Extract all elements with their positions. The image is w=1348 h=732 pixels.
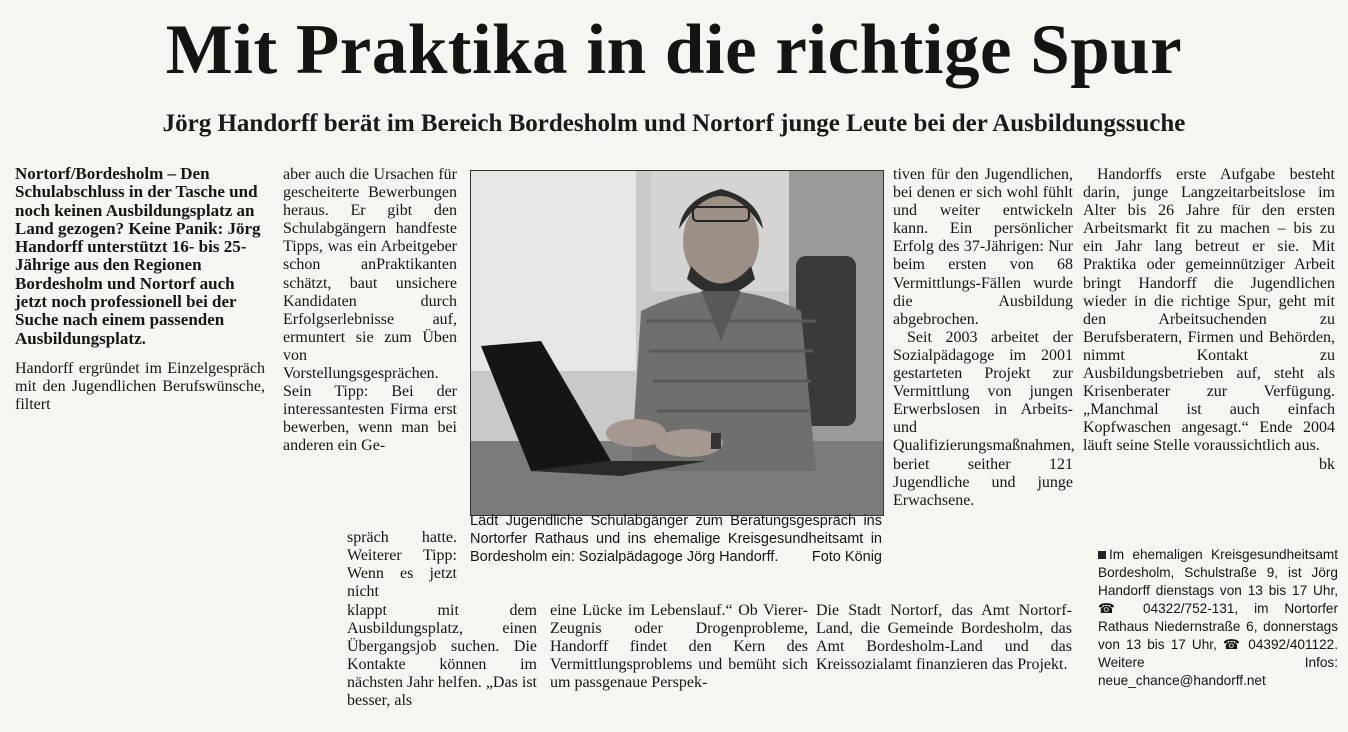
bullet-square-icon	[1098, 551, 1106, 559]
body-paragraph: eine Lücke im Lebenslauf.“ Ob Vierer-Zeugnis oder Drogenprobleme, Handorff findet den Kern des Vermittlungsproblems und bemüht sich um passgenaue Perspek-	[550, 602, 808, 692]
caption-text: Lädt Jugendliche Schulabgänger zum Beratungsgespräch ins Nortorfer Rathaus und ins ehemalige Kreisgesundheitsamt in Bordesholm ein: Sozialpädagoge Jörg Handorff.	[470, 513, 882, 565]
photo-credit: Foto König	[811, 549, 882, 565]
article-column-5	[1083, 166, 1335, 474]
subheadline: Jörg Handorff berät im Bereich Bordesholm und Nortorf junge Leute bei der Ausbildungssuche	[162, 110, 1186, 137]
author-initials: bk	[1319, 455, 1335, 473]
contact-info-text: Im ehemaligen Kreisgesundheitsamt Bordesholm, Schulstraße 9, ist Jörg Handorff dienstags von 13 bis 17 Uhr, ☎ 04322/752-131, im Nortorfer Rathaus Niedernstraße 6, donnerstags von 13 bis 17 Uhr, ☎ 04392/401122. Weitere Infos: neue_chance@handorff.net	[1098, 547, 1338, 688]
body-paragraph: Die Stadt Nortorf, das Amt Nortorf-Land, die Gemeinde Bordesholm, das Amt Bordesholm-Land und das Kreissozialamt finanzieren das Projekt.	[816, 602, 1072, 674]
body-paragraph: Handorff ergründet im Einzelgespräch mit den Jugendlichen Berufswünsche, filtert	[15, 359, 265, 414]
photo-caption	[470, 512, 882, 566]
photo-illustration	[471, 171, 883, 515]
body-paragraph: aber auch die Ursachen für gescheiterte Bewerbungen heraus. Er gibt den Schulabgängern handfeste Tipps, was ein Arbeitgeber schon anPraktikanten schätzt, baut unsichere Kandidaten durch Erfolgserlebnisse auf, ermuntert sie zum Üben von Vorstellungsgesprächen. Sein Tipp: Bei der interessantesten Firma erst bewerben, wenn man bei anderen ein Ge-	[283, 166, 457, 455]
body-paragraph: klappt mit dem Ausbildungsplatz, einen Übergangsjob suchen. Die Kontakte können im nächsten Jahr helfen. „Das ist besser, als	[347, 602, 537, 710]
headline: Mit Praktika in die richtige Spur	[165, 11, 1183, 89]
body-paragraph: spräch hatte. Weiterer Tipp: Wenn es jetzt nicht	[347, 529, 457, 601]
article-column-2-wrap	[347, 529, 457, 601]
article-column-2-bottom	[347, 602, 537, 711]
photo-jorg-handorff	[470, 170, 884, 516]
article-column-2	[283, 166, 457, 456]
article-column-3	[550, 602, 808, 692]
article-column-4	[893, 166, 1073, 510]
body-text: Handorffs erste Aufgabe besteht darin, junge Langzeitarbeitslose im Alter bis 26 Jahre für den ersten Arbeitsmarkt fit zu machen – bis zu ein Jahr lang betreut er sie. Mit Praktika oder gemeinnütziger Arbeit bringt Handorff die Jugendlichen wieder in die richtige Spur, geht mit den Arbeitsuchenden zu Berufsberatern, Firmen und Behörden, nimmt Kontakt zu Ausbildungsbetrieben auf, steht als Krisenberater zur Verfügung. „Manchmal ist auch einfach Kopfwaschen angesagt.“ Ende 2004 läuft seine Stelle voraussichtlich aus.	[1083, 166, 1335, 455]
article-column-1	[15, 165, 265, 414]
body-paragraph: tiven für den Jugendlichen, bei denen er sich wohl fühlt und weiter entwickeln kann. Ein persönlicher Erfolg des 37-Jährigen: Nur beim ersten von 68 Vermittlungs-Fällen wurde die Ausbildung abgebrochen.	[893, 166, 1073, 328]
body-paragraph	[1083, 166, 1335, 473]
lead-paragraph: Nortorf/Bordesholm – Den Schulabschluss in der Tasche und noch keinen Ausbildungsplatz an Land gezogen? Keine Panik: Jörg Handorff unterstützt 16- bis 25-Jährige aus den Regionen Bordesholm und Nortorf auch jetzt noch professionell bei der Suche nach einem passenden Ausbildungsplatz.	[15, 164, 261, 348]
body-paragraph: Seit 2003 arbeitet der Sozialpädagoge im 2001 gestarteten Projekt zur Vermittlung von jungen Erwerbslosen in Arbeits- und Qualifizierungsmaßnahmen, beriet seither 121 Jugendliche und junge Erwachsene.	[893, 328, 1075, 509]
contact-info-box	[1098, 546, 1338, 690]
article-column-4-bottom	[816, 602, 1072, 674]
